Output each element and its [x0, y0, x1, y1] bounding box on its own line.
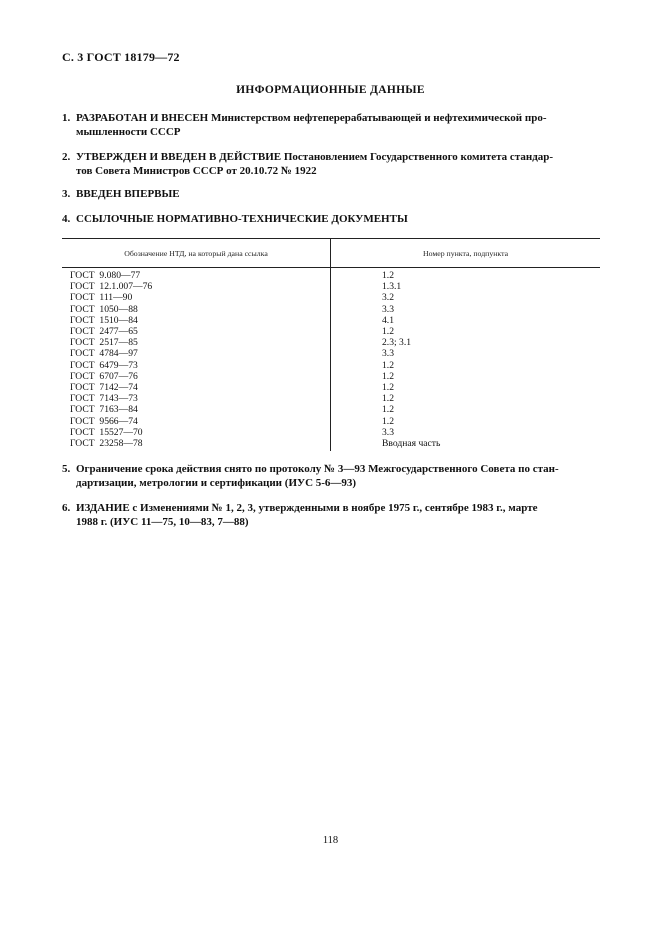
item-number: 3. [62, 188, 71, 200]
item-text: РАЗРАБОТАН И ВНЕСЕН Министерством нефтеперерабатывающей и нефтехимической про- [76, 112, 547, 124]
item-number: 6. [62, 502, 71, 514]
table-cell-ntd: ГОСТ 4784—97 [70, 348, 138, 360]
table-cell-clause: 1.2 [382, 359, 394, 371]
table-cell-ntd: ГОСТ 12.1.007—76 [70, 281, 153, 293]
table-cell-ntd: ГОСТ 9566—74 [70, 415, 138, 427]
table-cell-clause: 2.3; 3.1 [382, 337, 412, 349]
info-item-3 [62, 187, 600, 201]
info-item-6 [62, 501, 600, 529]
item-number: 2. [62, 151, 71, 163]
item-number: 5. [62, 463, 71, 475]
info-item-2 [62, 150, 600, 178]
table-cell-ntd: ГОСТ 7143—73 [70, 393, 138, 405]
ntd-column [70, 270, 152, 449]
item-number: 1. [62, 112, 71, 124]
table-cell-clause: 3.3 [382, 303, 394, 315]
table-cell-ntd: ГОСТ 9.080—77 [70, 270, 141, 281]
page-header: С. 3 ГОСТ 18179—72 [62, 50, 180, 64]
clause-column [382, 270, 440, 449]
table-cell-clause: Вводная часть [382, 438, 441, 450]
table-cell-ntd: ГОСТ 111—90 [70, 292, 133, 304]
item-text: ВВЕДЕН ВПЕРВЫЕ [76, 188, 180, 200]
item-text-cont: тов Совета Министров СССР от 20.10.72 № 1922 [76, 165, 317, 177]
table-cell-clause: 3.3 [382, 426, 394, 438]
table-header-rule [62, 267, 600, 268]
section-title: ИНФОРМАЦИОННЫЕ ДАННЫЕ [236, 84, 425, 96]
table-cell-clause: 1.2 [382, 382, 394, 394]
table-column-divider [330, 238, 331, 451]
table-cell-clause: 3.3 [382, 348, 394, 360]
table-cell-ntd: ГОСТ 6479—73 [70, 359, 138, 371]
page-number: 118 [322, 835, 339, 846]
table-cell-clause: 1.3.1 [382, 281, 402, 293]
column-header-clause: Номер пункта, подпункта [422, 249, 509, 258]
column-header-ntd: Обозначение НТД, на который дана ссылка [124, 249, 268, 258]
table-cell-ntd: ГОСТ 1050—88 [70, 303, 138, 315]
table-cell-ntd: ГОСТ 15527—70 [70, 426, 143, 438]
info-item-4 [62, 212, 600, 226]
table-cell-ntd: ГОСТ 7142—74 [70, 382, 138, 394]
item-text: Ограничение срока действия снято по протоколу № 3—93 Межгосударственного Совета по стан- [76, 463, 559, 475]
table-cell-clause: 1.2 [382, 370, 394, 382]
item-text: УТВЕРЖДЕН И ВВЕДЕН В ДЕЙСТВИЕ Постановлением Государственного комитета стандар- [76, 151, 554, 163]
item-text-cont: дартизации, метрологии и сертификации (ИУС 5-6—93) [76, 477, 357, 489]
table-cell-ntd: ГОСТ 7163—84 [70, 404, 138, 416]
table-cell-ntd: ГОСТ 6707—76 [70, 370, 138, 382]
table-cell-ntd: ГОСТ 2517—85 [70, 337, 138, 349]
table-cell-clause: 3.2 [382, 292, 394, 304]
table-cell-ntd: ГОСТ 23258—78 [70, 438, 143, 450]
table-cell-ntd: ГОСТ 2477—65 [70, 326, 138, 338]
table-cell-clause: 1.2 [382, 415, 394, 427]
item-text: ИЗДАНИЕ с Изменениями № 1, 2, 3, утвержденными в ноябре 1975 г., сентябре 1983 г., марте [76, 502, 538, 514]
table-cell-clause: 1.2 [382, 270, 394, 281]
table-top-rule [62, 238, 600, 239]
table-cell-clause: 1.2 [382, 326, 394, 338]
info-item-1 [62, 111, 600, 139]
table-cell-clause: 1.2 [382, 404, 394, 416]
item-number: 4. [62, 213, 71, 225]
table-cell-ntd: ГОСТ 1510—84 [70, 314, 138, 326]
table-cell-clause: 4.1 [382, 314, 394, 326]
table-cell-clause: 1.2 [382, 393, 394, 405]
info-item-5 [62, 462, 600, 490]
item-text: ССЫЛОЧНЫЕ НОРМАТИВНО-ТЕХНИЧЕСКИЕ ДОКУМЕНТЫ [76, 213, 408, 225]
item-text-cont: 1988 г. (ИУС 11—75, 10—83, 7—88) [76, 516, 249, 528]
item-text-cont: мышленности СССР [76, 126, 181, 138]
